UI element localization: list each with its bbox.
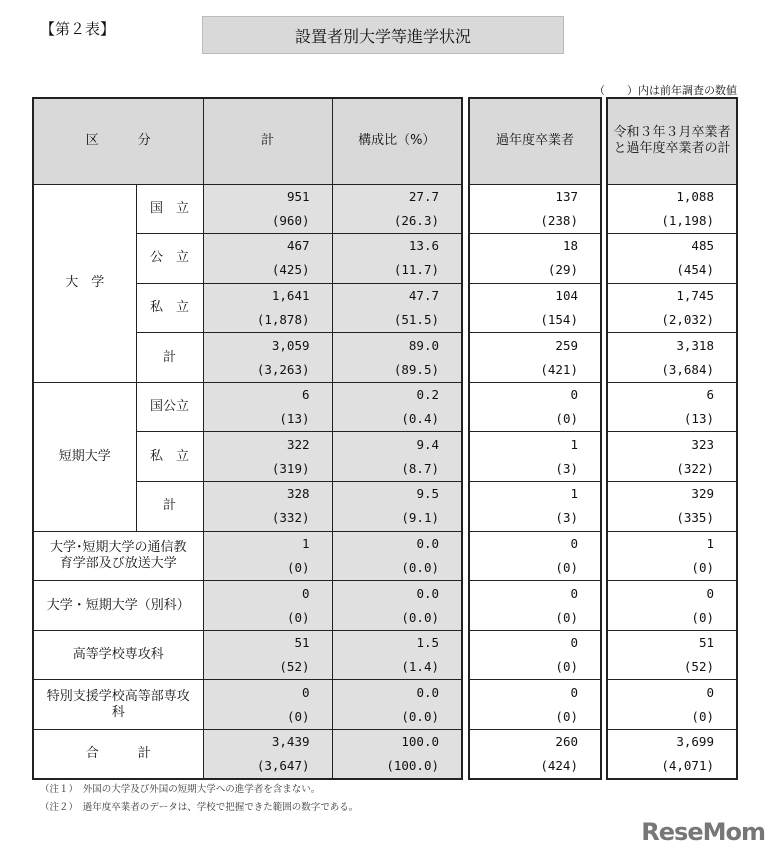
total-cell <box>203 234 332 284</box>
category-label: 大学･短期大学の通信教育学部及び放送大学 <box>33 531 203 581</box>
previous-value: (52) <box>279 659 310 675</box>
table-row <box>607 581 737 631</box>
current-value: 6 <box>706 387 714 403</box>
current-value: 0 <box>301 585 310 601</box>
subcategory-label: 国 立 <box>136 184 203 234</box>
combined-cell <box>607 482 737 532</box>
header-ratio: 構成比（%） <box>332 98 462 184</box>
previous-value: (0) <box>555 609 578 625</box>
previous-value: (51.5) <box>393 311 440 327</box>
past-graduates-table <box>468 97 602 780</box>
table-row <box>469 283 601 333</box>
category-label: 大学・短期大学（別科） <box>33 581 203 631</box>
subcategory-label: 計 <box>136 482 203 532</box>
resemom-logo: ReseMom <box>641 818 765 846</box>
total-cell <box>203 283 332 333</box>
previous-value: (1,198) <box>661 212 714 228</box>
current-value: 951 <box>286 188 310 204</box>
previous-value: (2,032) <box>661 311 714 327</box>
previous-value: (319) <box>271 460 310 476</box>
table-row <box>607 432 737 482</box>
combined-cell <box>607 680 737 730</box>
previous-value: (29) <box>547 262 578 278</box>
table-row <box>607 482 737 532</box>
table-row <box>469 531 601 581</box>
previous-value: (9.1) <box>401 510 440 526</box>
current-value: 0.2 <box>416 387 440 403</box>
table-row <box>33 730 462 780</box>
header-category: 区 分 <box>33 98 203 184</box>
previous-value: (0.0) <box>401 708 440 724</box>
current-value: 1 <box>301 535 310 551</box>
table-row <box>607 234 737 284</box>
current-value: 0 <box>570 684 578 700</box>
total-cell <box>203 333 332 383</box>
previous-value: (100.0) <box>386 758 440 774</box>
ratio-cell <box>332 680 462 730</box>
ratio-cell <box>332 283 462 333</box>
ratio-cell <box>332 482 462 532</box>
ratio-cell <box>332 531 462 581</box>
current-value: 3,318 <box>676 337 714 353</box>
previous-value: (0) <box>555 659 578 675</box>
combined-cell <box>607 283 737 333</box>
current-value: 328 <box>286 486 310 502</box>
subcategory-label: 私 立 <box>136 432 203 482</box>
current-value: 1 <box>570 486 578 502</box>
previous-value: (0) <box>555 708 578 724</box>
previous-value: (454) <box>676 262 714 278</box>
current-value: 0 <box>301 684 310 700</box>
current-value: 51 <box>294 635 310 651</box>
combined-cell <box>607 333 737 383</box>
past-cell <box>469 482 601 532</box>
combined-cell <box>607 630 737 680</box>
current-value: 485 <box>691 238 714 254</box>
table-row <box>607 630 737 680</box>
ratio-cell <box>332 382 462 432</box>
previous-value: (335) <box>676 510 714 526</box>
table-row <box>607 333 737 383</box>
header-total: 計 <box>203 98 332 184</box>
current-value: 0 <box>570 387 578 403</box>
previous-value: (424) <box>540 758 578 774</box>
note-2: （注２） 過年度卒業者のデータは、学校で把握できた範囲の数字である。 <box>40 802 359 813</box>
notes <box>40 781 358 817</box>
previous-value: (1,878) <box>256 311 310 327</box>
current-value: 89.0 <box>408 337 440 353</box>
current-value: 9.4 <box>416 436 440 452</box>
current-value: 323 <box>691 436 714 452</box>
previous-value: (52) <box>683 659 714 675</box>
ratio-cell <box>332 432 462 482</box>
previous-value: (0.0) <box>401 609 440 625</box>
current-value: 0 <box>570 535 578 551</box>
previous-value: (960) <box>271 212 310 228</box>
current-value: 322 <box>286 436 310 452</box>
total-cell <box>203 581 332 631</box>
previous-value: (322) <box>676 460 714 476</box>
ratio-cell <box>332 333 462 383</box>
previous-value: (0) <box>555 411 578 427</box>
current-value: 6 <box>301 387 310 403</box>
current-value: 0 <box>706 585 714 601</box>
table-row <box>469 432 601 482</box>
current-value: 260 <box>555 734 578 750</box>
combined-cell <box>607 581 737 631</box>
table-row <box>469 234 601 284</box>
table-row <box>607 531 737 581</box>
previous-value: (421) <box>540 361 578 377</box>
previous-value: (4,071) <box>661 758 714 774</box>
table-row <box>469 581 601 631</box>
table-label: 【第２表】 <box>40 20 116 38</box>
current-value: 51 <box>698 635 714 651</box>
past-cell <box>469 581 601 631</box>
current-value: 100.0 <box>401 734 440 750</box>
previous-value: (0) <box>691 708 714 724</box>
past-cell <box>469 432 601 482</box>
current-value: 1,641 <box>271 287 310 303</box>
current-value: 1,088 <box>676 188 714 204</box>
total-cell <box>203 382 332 432</box>
total-cell <box>203 680 332 730</box>
previous-value: (3) <box>555 460 578 476</box>
current-value: 0 <box>570 635 578 651</box>
previous-value: (13) <box>683 411 714 427</box>
ratio-cell <box>332 234 462 284</box>
current-value: 3,439 <box>271 734 310 750</box>
combined-cell <box>607 234 737 284</box>
category-label: 特別支援学校高等部専攻科 <box>33 680 203 730</box>
previous-value: (0) <box>286 708 310 724</box>
total-cell <box>203 531 332 581</box>
legend-note: （ ）内は前年調査の数値 <box>594 84 737 97</box>
previous-value: (1.4) <box>401 659 440 675</box>
subcategory-label: 公 立 <box>136 234 203 284</box>
previous-value: (0.4) <box>401 411 440 427</box>
current-value: 0.0 <box>416 684 440 700</box>
previous-value: (0) <box>286 609 310 625</box>
table-row <box>469 680 601 730</box>
table-row <box>33 581 462 631</box>
combined-table <box>606 97 738 780</box>
current-value: 27.7 <box>408 188 440 204</box>
table-row <box>607 283 737 333</box>
past-cell <box>469 382 601 432</box>
past-cell <box>469 234 601 284</box>
total-cell <box>203 730 332 780</box>
current-value: 259 <box>555 337 578 353</box>
table-row <box>469 382 601 432</box>
table-row <box>33 382 462 432</box>
previous-value: (0) <box>691 609 714 625</box>
previous-value: (11.7) <box>393 262 440 278</box>
ratio-cell <box>332 630 462 680</box>
previous-value: (3,263) <box>256 361 310 377</box>
table-row <box>33 680 462 730</box>
current-value: 47.7 <box>408 287 440 303</box>
previous-value: (0) <box>555 559 578 575</box>
previous-value: (13) <box>279 411 310 427</box>
previous-value: (26.3) <box>393 212 440 228</box>
combined-cell <box>607 730 737 780</box>
table-row <box>607 680 737 730</box>
table-row <box>607 184 737 234</box>
previous-value: (3) <box>555 510 578 526</box>
combined-cell <box>607 382 737 432</box>
current-value: 329 <box>691 486 714 502</box>
table-row <box>607 382 737 432</box>
table-row <box>469 333 601 383</box>
previous-value: (154) <box>540 311 578 327</box>
past-cell <box>469 283 601 333</box>
previous-value: (0) <box>286 559 310 575</box>
table-row <box>469 630 601 680</box>
current-value: 0.0 <box>416 585 440 601</box>
past-cell <box>469 333 601 383</box>
current-value: 467 <box>286 238 310 254</box>
current-value: 18 <box>562 238 578 254</box>
table-row <box>33 184 462 234</box>
current-value: 9.5 <box>416 486 440 502</box>
current-value: 13.6 <box>408 238 440 254</box>
category-label: 大 学 <box>33 184 136 382</box>
current-value: 137 <box>555 188 578 204</box>
total-cell <box>203 432 332 482</box>
category-label: 高等学校専攻科 <box>33 630 203 680</box>
total-cell <box>203 482 332 532</box>
table-row <box>33 630 462 680</box>
current-value: 1,745 <box>676 287 714 303</box>
current-value: 104 <box>555 287 578 303</box>
current-value: 0.0 <box>416 535 440 551</box>
past-cell <box>469 730 601 780</box>
subcategory-label: 計 <box>136 333 203 383</box>
combined-cell <box>607 432 737 482</box>
table-row <box>33 531 462 581</box>
current-value: 1 <box>570 436 578 452</box>
table-row <box>469 184 601 234</box>
total-cell <box>203 630 332 680</box>
past-cell <box>469 630 601 680</box>
ratio-cell <box>332 184 462 234</box>
current-value: 0 <box>570 585 578 601</box>
page-title: 設置者別大学等進学状況 <box>202 16 564 54</box>
subcategory-label: 国公立 <box>136 382 203 432</box>
past-cell <box>469 531 601 581</box>
previous-value: (3,684) <box>661 361 714 377</box>
header-past: 過年度卒業者 <box>469 98 601 184</box>
subcategory-label: 私 立 <box>136 283 203 333</box>
category-label: 合 計 <box>33 730 203 780</box>
table-row <box>607 730 737 780</box>
main-table <box>32 97 463 780</box>
current-value: 1.5 <box>416 635 440 651</box>
total-cell <box>203 184 332 234</box>
note-1: （注１） 外国の大学及び外国の短期大学への進学者を含まない。 <box>40 784 321 795</box>
previous-value: (332) <box>271 510 310 526</box>
previous-value: (8.7) <box>401 460 440 476</box>
previous-value: (3,647) <box>256 758 310 774</box>
category-label: 短期大学 <box>33 382 136 531</box>
ratio-cell <box>332 581 462 631</box>
previous-value: (238) <box>540 212 578 228</box>
ratio-cell <box>332 730 462 780</box>
current-value: 3,699 <box>676 734 714 750</box>
combined-cell <box>607 531 737 581</box>
table-row <box>469 482 601 532</box>
current-value: 1 <box>706 535 714 551</box>
past-cell <box>469 680 601 730</box>
current-value: 0 <box>706 684 714 700</box>
previous-value: (425) <box>271 262 310 278</box>
current-value: 3,059 <box>271 337 310 353</box>
combined-cell <box>607 184 737 234</box>
past-cell <box>469 184 601 234</box>
table-row <box>469 730 601 780</box>
previous-value: (0) <box>691 559 714 575</box>
previous-value: (89.5) <box>393 361 440 377</box>
header-combined: 令和３年３月卒業者と過年度卒業者の計 <box>607 98 737 184</box>
previous-value: (0.0) <box>401 559 440 575</box>
